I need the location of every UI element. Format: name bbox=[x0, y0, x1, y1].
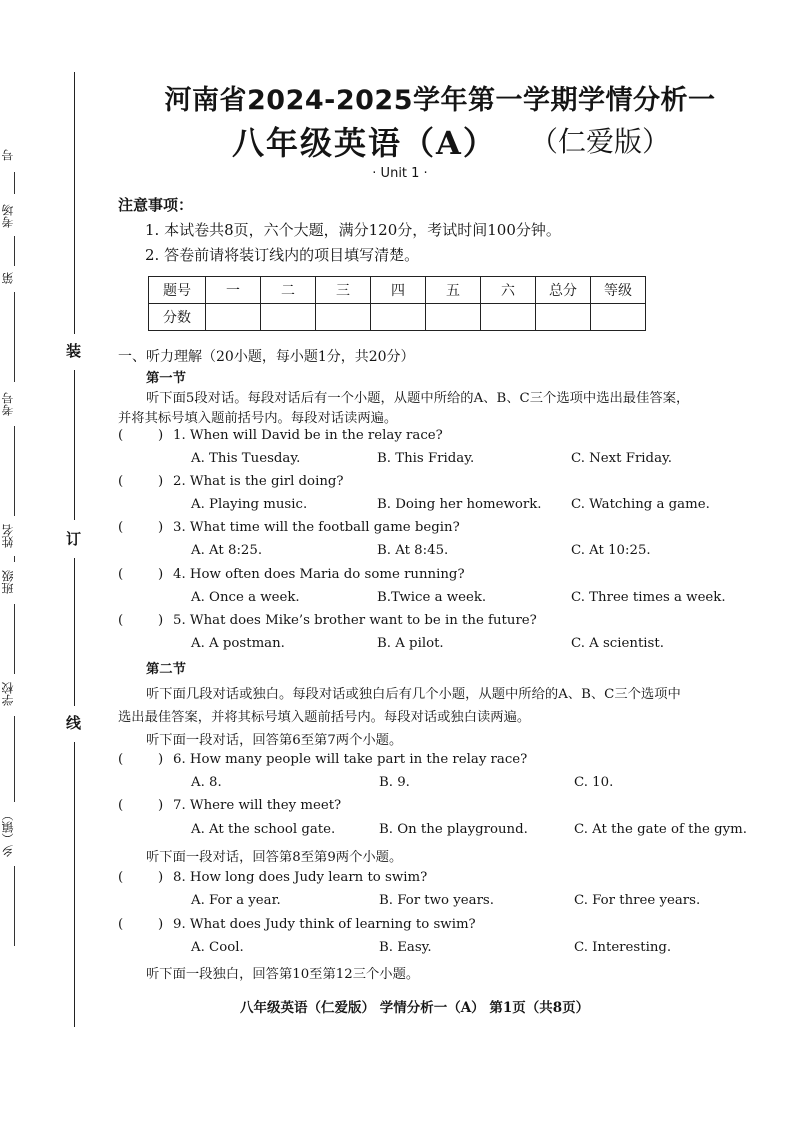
question-stem: 8. How long does Judy learn to swim? bbox=[173, 870, 428, 885]
option-a: A. This Tuesday. bbox=[191, 451, 301, 466]
answer-paren-close: ) bbox=[158, 870, 164, 885]
answer-paren-open: ( bbox=[118, 520, 124, 535]
question-stem: 2. What is the girl doing? bbox=[173, 474, 344, 489]
answer-paren-close: ) bbox=[158, 752, 164, 767]
score-table-header-row bbox=[149, 277, 646, 304]
answer-blank[interactable] bbox=[126, 798, 162, 814]
option-b: B. At 8:45. bbox=[377, 543, 449, 558]
option-a: A. 8. bbox=[191, 775, 222, 790]
score-table-cell: 一 bbox=[206, 277, 261, 304]
instruction-text: 听下面几段对话或独白。每段对话或独白后有几个小题，从题中所给的A、B、C三个选项中 bbox=[146, 687, 681, 702]
part-title: 第一节 bbox=[146, 371, 186, 386]
score-table bbox=[148, 276, 646, 331]
score-input-cell[interactable] bbox=[206, 304, 261, 331]
exam-title: 河南省2024-2025学年第一学期学情分析一 bbox=[164, 85, 716, 116]
exam-subject: 八年级英语（A） bbox=[232, 124, 497, 162]
section-title: 一、听力理解（20小题，每小题1分，共20分） bbox=[118, 349, 415, 365]
notice-item: 1. 本试卷共8页，六个大题，满分120分，考试时间100分钟。 bbox=[145, 221, 561, 239]
score-input-cell[interactable] bbox=[591, 304, 646, 331]
option-b: B. This Friday. bbox=[377, 451, 475, 466]
answer-paren-close: ) bbox=[158, 428, 164, 443]
question-stem: 1. When will David be in the relay race? bbox=[173, 428, 443, 443]
answer-paren-close: ) bbox=[158, 613, 164, 628]
page-footer: 八年级英语（仁爱版） 学情分析一（A） 第1页（共8页） bbox=[240, 1000, 590, 1016]
part-title: 第二节 bbox=[146, 662, 186, 677]
answer-blank[interactable] bbox=[126, 917, 162, 933]
answer-blank[interactable] bbox=[126, 752, 162, 768]
answer-paren-close: ) bbox=[158, 567, 164, 582]
answer-paren-open: ( bbox=[118, 870, 124, 885]
binding-line bbox=[74, 742, 75, 1027]
option-c: C. At the gate of the gym. bbox=[574, 822, 747, 837]
option-a: A. Playing music. bbox=[191, 497, 308, 512]
option-b: B. For two years. bbox=[379, 893, 494, 908]
answer-blank[interactable] bbox=[126, 474, 162, 490]
score-table-cell: 分数 bbox=[149, 304, 206, 331]
option-c: C. Watching a game. bbox=[571, 497, 710, 512]
answer-blank[interactable] bbox=[126, 567, 162, 583]
instruction-text: 选出最佳答案，并将其标号填入题前括号内。每段对话或独白读两遍。 bbox=[118, 710, 531, 725]
score-input-cell[interactable] bbox=[536, 304, 591, 331]
field-line bbox=[14, 556, 15, 562]
answer-paren-open: ( bbox=[118, 567, 124, 582]
score-table-cell: 等级 bbox=[591, 277, 646, 304]
answer-paren-open: ( bbox=[118, 428, 124, 443]
binding-word-xian: 线 bbox=[66, 714, 82, 732]
option-a: A. Cool. bbox=[191, 940, 244, 955]
field-label-hao: 号 bbox=[1, 149, 15, 161]
answer-paren-close: ) bbox=[158, 917, 164, 932]
binding-margin bbox=[0, 0, 100, 1030]
answer-blank[interactable] bbox=[126, 428, 162, 444]
field-label-township: 乡（镇） bbox=[1, 809, 15, 857]
binding-line bbox=[74, 72, 75, 334]
field-line bbox=[14, 426, 15, 516]
score-table-cell: 三 bbox=[316, 277, 371, 304]
option-c: C. For three years. bbox=[574, 893, 701, 908]
field-label-di: 第 bbox=[1, 272, 15, 284]
question-stem: 5. What does Mike’s brother want to be in the future? bbox=[173, 613, 537, 628]
option-a: A. At the school gate. bbox=[191, 822, 336, 837]
field-label-school: 学校 bbox=[1, 682, 15, 706]
option-c: C. Next Friday. bbox=[571, 451, 672, 466]
sub-instruction: 听下面一段独白，回答第10至第12三个小题。 bbox=[146, 967, 420, 982]
score-table-cell: 总分 bbox=[536, 277, 591, 304]
score-table-cell: 五 bbox=[426, 277, 481, 304]
option-b: B. On the playground. bbox=[379, 822, 528, 837]
sub-instruction: 听下面一段对话，回答第6至第7两个小题。 bbox=[146, 733, 403, 748]
option-b: B. A pilot. bbox=[377, 636, 444, 651]
option-c: C. A scientist. bbox=[571, 636, 664, 651]
field-line bbox=[14, 866, 15, 946]
option-a: A. At 8:25. bbox=[191, 543, 263, 558]
score-table-score-row bbox=[149, 304, 646, 331]
option-b: B. 9. bbox=[379, 775, 410, 790]
field-line bbox=[14, 236, 15, 266]
field-label-exam-number: 考号 bbox=[1, 392, 15, 416]
answer-blank[interactable] bbox=[126, 520, 162, 536]
option-a: A. For a year. bbox=[191, 893, 281, 908]
question-stem: 6. How many people will take part in the relay race? bbox=[173, 752, 528, 767]
instruction-text: 听下面5段对话。每段对话后有一个小题，从题中所给的A、B、C三个选项中选出最佳答案， bbox=[146, 391, 690, 406]
answer-paren-open: ( bbox=[118, 474, 124, 489]
option-c: C. At 10:25. bbox=[571, 543, 651, 558]
score-input-cell[interactable] bbox=[481, 304, 536, 331]
option-a: A. Once a week. bbox=[191, 590, 300, 605]
option-c: C. Interesting. bbox=[574, 940, 672, 955]
option-b: B.Twice a week. bbox=[377, 590, 487, 605]
answer-blank[interactable] bbox=[126, 613, 162, 629]
field-label-name: 姓名 bbox=[1, 524, 15, 548]
question-stem: 7. Where will they meet? bbox=[173, 798, 342, 813]
question-stem: 9. What does Judy think of learning to swim? bbox=[173, 917, 476, 932]
field-line bbox=[14, 172, 15, 194]
option-c: C. Three times a week. bbox=[571, 590, 726, 605]
option-b: B. Doing her homework. bbox=[377, 497, 542, 512]
answer-paren-close: ) bbox=[158, 474, 164, 489]
field-label-exam-room: 考场 bbox=[1, 204, 15, 228]
option-a: A. A postman. bbox=[191, 636, 285, 651]
score-table-cell: 四 bbox=[371, 277, 426, 304]
sub-instruction: 听下面一段对话，回答第8至第9两个小题。 bbox=[146, 850, 403, 865]
field-label-class: 班级 bbox=[1, 570, 15, 594]
option-c: C. 10. bbox=[574, 775, 614, 790]
answer-paren-close: ) bbox=[158, 520, 164, 535]
unit-label: · Unit 1 · bbox=[372, 166, 428, 181]
score-table-cell: 六 bbox=[481, 277, 536, 304]
notice-item: 2. 答卷前请将装订线内的项目填写清楚。 bbox=[145, 246, 420, 264]
binding-line bbox=[74, 370, 75, 520]
field-line bbox=[14, 716, 15, 802]
answer-blank[interactable] bbox=[126, 870, 162, 886]
field-line bbox=[14, 292, 15, 382]
binding-line bbox=[74, 558, 75, 706]
answer-paren-open: ( bbox=[118, 613, 124, 628]
score-input-cell[interactable] bbox=[316, 304, 371, 331]
option-b: B. Easy. bbox=[379, 940, 432, 955]
answer-paren-close: ) bbox=[158, 798, 164, 813]
score-input-cell[interactable] bbox=[426, 304, 481, 331]
question-stem: 3. What time will the football game begin? bbox=[173, 520, 460, 535]
binding-word-ding: 订 bbox=[66, 530, 82, 548]
field-line bbox=[14, 604, 15, 674]
score-table-cell: 二 bbox=[261, 277, 316, 304]
exam-edition: （仁爱版） bbox=[530, 125, 671, 158]
instruction-text: 并将其标号填入题前括号内。每段对话读两遍。 bbox=[118, 411, 398, 426]
answer-paren-open: ( bbox=[118, 798, 124, 813]
answer-paren-open: ( bbox=[118, 917, 124, 932]
binding-word-zhuang: 装 bbox=[66, 342, 82, 360]
question-stem: 4. How often does Maria do some running? bbox=[173, 567, 465, 582]
score-table-cell: 题号 bbox=[149, 277, 206, 304]
notice-heading: 注意事项： bbox=[118, 196, 194, 214]
score-input-cell[interactable] bbox=[371, 304, 426, 331]
score-input-cell[interactable] bbox=[261, 304, 316, 331]
answer-paren-open: ( bbox=[118, 752, 124, 767]
